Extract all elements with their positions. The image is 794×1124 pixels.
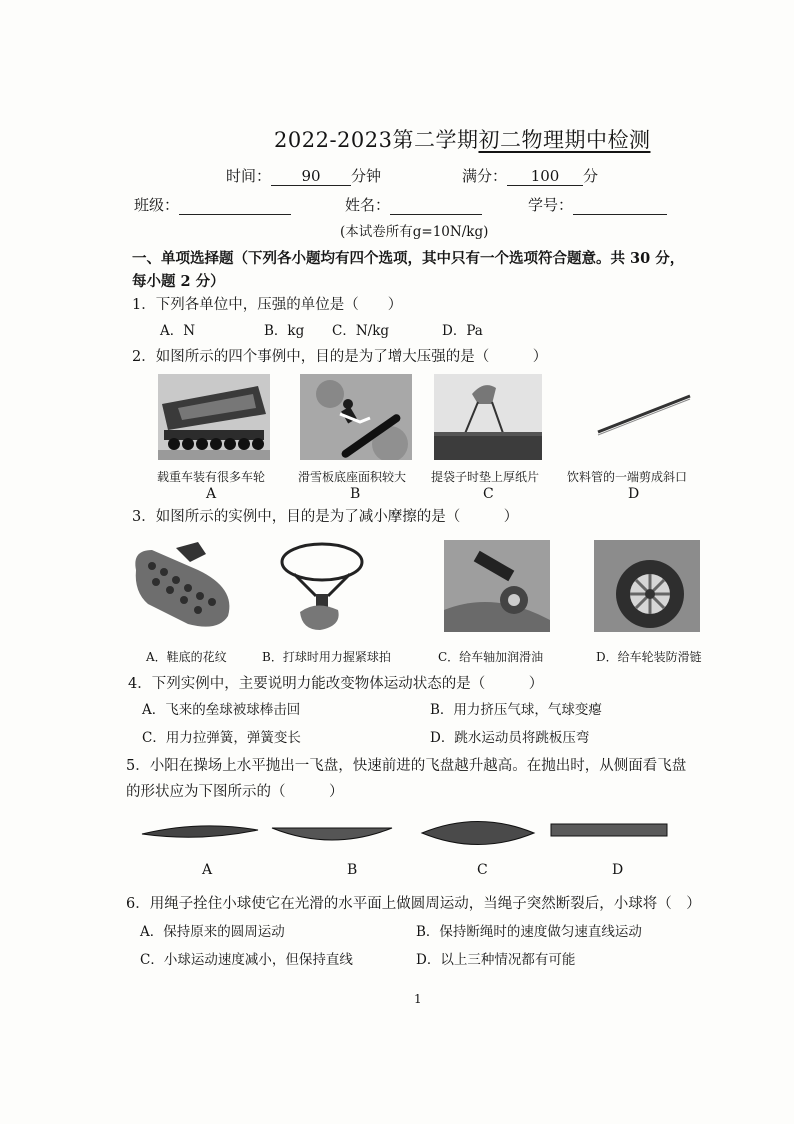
q2-letter-d: D [628,486,640,502]
q3-caption-a: A．鞋底的花纹 [146,650,227,664]
class-label: 班级： [134,196,180,214]
q4-option-b: B．用力挤压气球，气球变瘪 [430,702,602,718]
title-year: 2022-2023第二学期 [274,128,479,152]
q2-caption-a: 载重车装有很多车轮 [157,470,266,484]
gravity-note: (本试卷所有g=10N/kg) [340,224,489,240]
q2-image-truck [158,374,270,460]
student-id-field [528,194,667,215]
q4-option-c: C．用力拉弹簧，弹簧变长 [142,730,301,746]
q5-letter-b: B [347,862,358,878]
q6-option-d: D．以上三种情况都有可能 [416,952,576,968]
q5-disc-shape-c [420,818,536,848]
score-value: 100 [507,167,583,186]
q5-disc-shape-d [550,822,668,838]
q3-caption-d: D．给车轮装防滑链 [596,650,702,664]
q3-caption-c: C．给车轴加润滑油 [438,650,544,664]
q5-letter-c: C [477,862,488,878]
section-heading-line2: 每小题 2 分） [132,273,225,290]
q3-image-axle-oil [444,540,550,632]
q1-option-c: C．N/kg [332,323,390,339]
q3-image-shoe-sole [128,540,240,632]
q1-stem: 1．下列各单位中，压强的单位是（ ） [132,297,403,313]
q2-image-straw [590,384,696,444]
title-exam: 期中检测 [564,128,651,152]
q2-caption-c: 提袋子时垫上厚纸片 [431,470,540,484]
time-unit: 分钟 [351,167,382,185]
q2-letter-c: C [483,486,494,502]
q2-letter-b: B [350,486,361,502]
section-heading-line1: 一、单项选择题（下列各小题均有四个选项，其中只有一个选项符合题意。共 30 分， [132,250,685,267]
q2-image-paper-bag [434,374,542,460]
q5-letter-d: D [612,862,624,878]
name-field [345,194,482,215]
q6-stem: 6．用绳子拴住小球使它在光滑的水平面上做圆周运动，当绳子突然断裂后，小球将（ ） [126,896,701,912]
q4-option-d: D．跳水运动员将跳板压弯 [430,730,590,746]
name-label: 姓名： [345,196,391,214]
q1-option-b: B．kg [264,323,305,339]
q5-letter-a: A [202,862,213,878]
time-field [226,165,381,186]
q3-stem: 3．如图所示的实例中，目的是为了减小摩擦的是（ ） [132,509,519,525]
student-id-label: 学号： [528,196,574,214]
time-value: 90 [271,167,351,186]
q6-option-a: A．保持原来的圆周运动 [140,924,285,940]
q5-disc-shape-b [270,822,394,846]
q2-caption-b: 滑雪板底座面积较大 [298,470,407,484]
page-number: 1 [414,992,422,1006]
q6-option-b: B．保持断绳时的速度做匀速直线运动 [416,924,642,940]
score-field [462,165,598,186]
score-unit: 分 [583,167,599,185]
q1-option-d: D．Pa [442,323,483,339]
q3-image-racket [276,540,368,632]
class-field [134,194,291,215]
q6-option-c: C．小球运动速度减小，但保持直线 [140,952,353,968]
q1-option-a: A．N [160,323,196,339]
q5-stem-line1: 5．小阳在操场上水平抛出一飞盘，快速前进的飞盘越升越高。在抛出时，从侧面看飞盘 [126,758,687,774]
time-label: 时间： [226,167,272,185]
q3-caption-b: B．打球时用力握紧球拍 [262,650,391,664]
q3-image-snow-chain [594,540,700,632]
q4-stem: 4．下列实例中，主要说明力能改变物体运动状态的是（ ） [128,676,544,692]
q5-disc-shape-a [140,822,260,842]
title-subject: 初二物理 [478,128,565,152]
q2-image-snowboard [300,374,412,460]
q4-option-a: A．飞来的垒球被球棒击回 [142,702,301,718]
q5-stem-line2: 的形状应为下图所示的（ ） [126,784,344,800]
exam-title [274,124,650,154]
q2-caption-d: 饮料管的一端剪成斜口 [567,470,688,484]
q2-letter-a: A [206,486,217,502]
q2-stem: 2．如图所示的四个事例中，目的是为了增大压强的是（ ） [132,349,548,365]
score-label: 满分： [462,167,508,185]
